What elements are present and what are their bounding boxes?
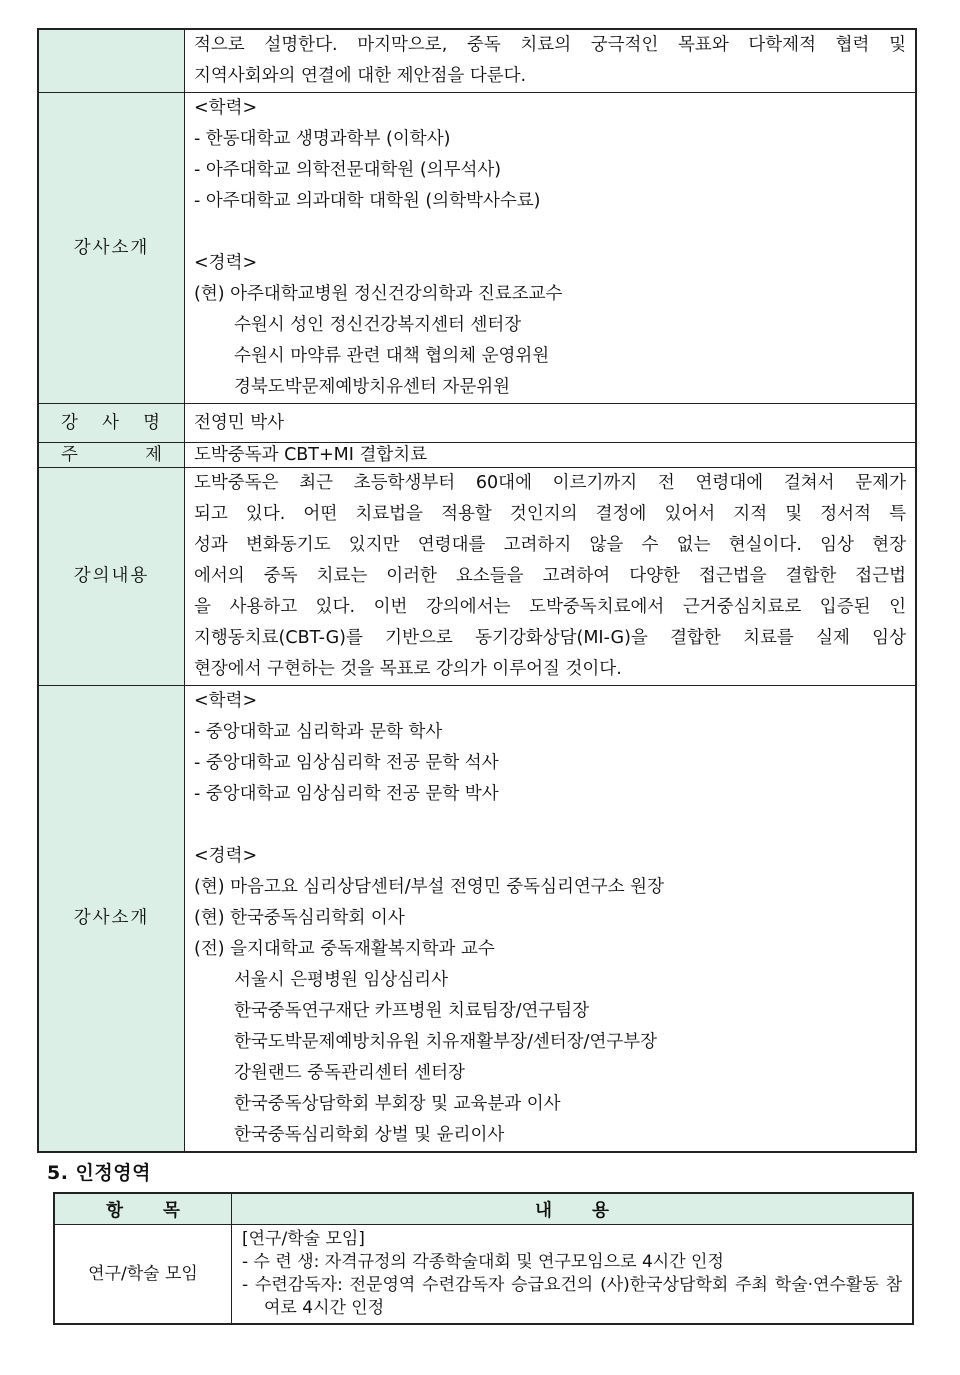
row-label: 강사소개 bbox=[38, 686, 185, 1153]
education-item: - 아주대학교 의학전문대학원 (의무석사) bbox=[194, 160, 502, 180]
topic-label bbox=[38, 443, 185, 468]
text-line: 지역사회와의 연결에 대한 제안점을 다룬다. bbox=[194, 66, 527, 86]
table-row bbox=[38, 686, 916, 1153]
career-item: 한국중독연구재단 카프병원 치료팀장/연구팀장 bbox=[234, 1001, 590, 1021]
topic-value: 도박중독과 CBT+MI 결합치료 bbox=[185, 443, 917, 468]
table-row bbox=[38, 443, 916, 468]
career-item: 수원시 성인 정신건강복지센터 센터장 bbox=[234, 315, 522, 335]
career-item: (현) 마음고요 심리상담센터/부설 전영민 중독심리연구소 원장 bbox=[194, 877, 664, 897]
education-header: <학력> bbox=[194, 691, 258, 711]
table-row bbox=[38, 468, 916, 686]
content-title: [연구/학술 모임] bbox=[242, 1229, 365, 1249]
column-header-item bbox=[54, 1193, 232, 1225]
career-item: (전) 을지대학교 중독재활복지학과 교수 bbox=[194, 939, 495, 959]
text-line: 적으로 설명한다. 마지막으로, 중독 치료의 궁극적인 목표와 다학제적 협력 및 bbox=[194, 35, 906, 55]
bullet-item: - 수련감독자: 전문영역 수련감독자 승급요건의 (사)한국상담학회 주최 학술·연수활동 참여로 4시간 인정 bbox=[242, 1275, 902, 1318]
career-header: <경력> bbox=[194, 253, 258, 273]
spacer bbox=[194, 810, 906, 841]
row-label: 강의내용 bbox=[38, 468, 185, 686]
header-char: 목 bbox=[163, 1200, 180, 1221]
recognition-table bbox=[53, 1192, 914, 1325]
career-item: 경북도박문제예방치유센터 자문위원 bbox=[234, 377, 511, 397]
header-char: 항 bbox=[106, 1200, 123, 1221]
text-line: 에서의 중독 치료는 이러한 요소들을 고려하여 다양한 접근법을 결합한 접근법 bbox=[194, 566, 906, 586]
instructor-bio-cell bbox=[185, 93, 917, 404]
instructor-bio-cell bbox=[185, 686, 917, 1153]
career-header: <경력> bbox=[194, 846, 258, 866]
table-row bbox=[38, 93, 916, 404]
education-item: - 중앙대학교 임상심리학 전공 문학 박사 bbox=[194, 784, 499, 804]
header-char: 내 bbox=[535, 1200, 552, 1221]
table-row bbox=[38, 29, 916, 93]
text-line: 되고 있다. 어떤 치료법을 적용할 것인지의 결정에 있어서 지적 및 정서적 특 bbox=[194, 504, 906, 524]
column-header-content bbox=[232, 1193, 914, 1225]
table-row bbox=[54, 1225, 913, 1325]
text-line: 성과 변화동기도 있지만 연령대를 고려하지 않을 수 없는 현실이다. 임상 현장 bbox=[194, 535, 906, 555]
row-label: 강사소개 bbox=[38, 93, 185, 404]
text-line: 을 사용하고 있다. 이번 강의에서는 도박중독치료에서 근거중심치료로 입증된 인 bbox=[194, 597, 906, 617]
education-item: - 한동대학교 생명과학부 (이학사) bbox=[194, 129, 451, 149]
career-item: 강원랜드 중독관리센터 센터장 bbox=[234, 1063, 465, 1083]
text-line: 현장에서 구현하는 것을 목표로 강의가 이루어질 것이다. bbox=[194, 659, 622, 679]
education-item: - 아주대학교 의과대학 대학원 (의학박사수료) bbox=[194, 191, 541, 211]
bullet-item: - 수 련 생: 자격규정의 각종학술대회 및 연구모임으로 4시간 인정 bbox=[242, 1252, 724, 1272]
content-cell bbox=[185, 29, 917, 93]
education-header: <학력> bbox=[194, 98, 258, 118]
education-item: - 중앙대학교 임상심리학 전공 문학 석사 bbox=[194, 753, 499, 773]
label-char: 주 bbox=[61, 445, 78, 465]
label-char: 강 bbox=[61, 412, 80, 433]
career-item: (현) 아주대학교병원 정신건강의학과 진료조교수 bbox=[194, 284, 563, 304]
speaker-name: 전영민 박사 bbox=[185, 404, 917, 443]
speaker-label bbox=[38, 404, 185, 443]
text-line: 도박중독은 최근 초등학생부터 60대에 이르기까지 전 연령대에 걸쳐서 문제가 bbox=[194, 473, 906, 493]
lecture-info-table bbox=[37, 28, 917, 1153]
spacer bbox=[194, 217, 906, 248]
career-item: 한국도박문제예방치유원 치유재활부장/센터장/연구부장 bbox=[234, 1032, 658, 1052]
section-title: 5. 인정영역 bbox=[47, 1162, 151, 1184]
header-char: 용 bbox=[592, 1200, 609, 1221]
empty-label-cell bbox=[38, 29, 185, 93]
career-item: 한국중독심리학회 상벌 및 윤리이사 bbox=[234, 1125, 505, 1145]
label-char: 제 bbox=[145, 445, 162, 465]
career-item: 서울시 은평병원 임상심리사 bbox=[234, 970, 448, 990]
career-item: 수원시 마약류 관련 대책 협의체 운영위원 bbox=[234, 346, 550, 366]
table-row bbox=[38, 404, 916, 443]
recognition-category: 연구/학술 모임 bbox=[54, 1225, 232, 1325]
table-header-row bbox=[54, 1193, 913, 1225]
text-line: 지행동치료(CBT-G)를 기반으로 동기강화상담(MI-G)을 결합한 치료를 실제 임상 bbox=[194, 628, 906, 648]
label-char: 명 bbox=[143, 412, 162, 433]
career-item: (현) 한국중독심리학회 이사 bbox=[194, 908, 405, 928]
recognition-content bbox=[232, 1225, 914, 1325]
lecture-content-cell bbox=[185, 468, 917, 686]
education-item: - 중앙대학교 심리학과 문학 학사 bbox=[194, 722, 443, 742]
label-char: 사 bbox=[102, 412, 121, 433]
career-item: 한국중독상담학회 부회장 및 교육분과 이사 bbox=[234, 1094, 561, 1114]
